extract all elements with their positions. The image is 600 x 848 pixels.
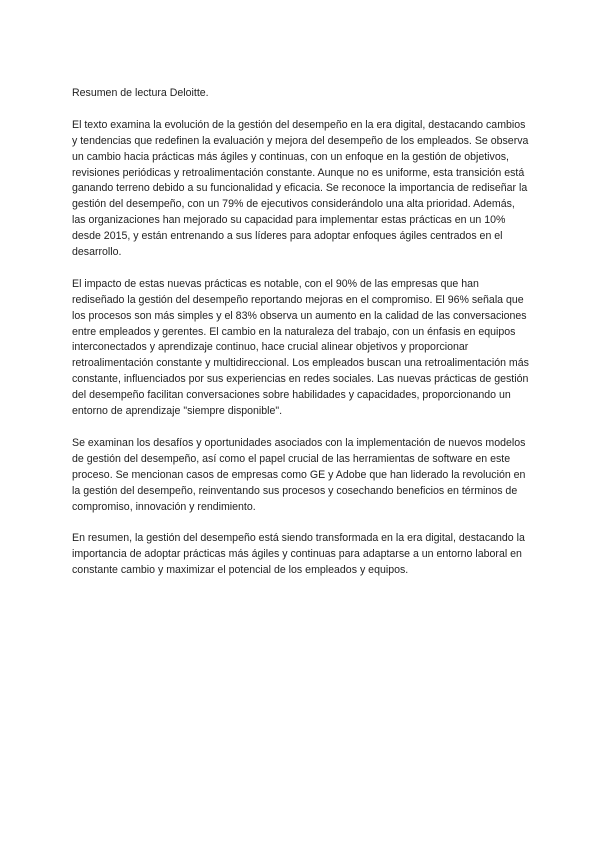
- document-body: [72, 86, 530, 595]
- paragraph-4: En resumen, la gestión del desempeño está siendo transformada en la era digital, destacando la importancia de adoptar prácticas más ágiles y continuas para adaptarse a un entorno laboral en constante cambio y maximizar el potencial de los empleados y equipos.: [72, 532, 525, 577]
- document-title: Resumen de lectura Deloitte.: [72, 87, 209, 99]
- paragraph-1: El texto examina la evolución de la gestión del desempeño en la era digital, destacando cambios y tendencias que redefinen la evaluación y mejora del desempeño de los empleados. Se observa un cambio hacia prácticas más ágiles y continuas, con un enfoque en la gestión de objetivos, revisiones periódicas y retroalimentación constante. Aunque no es uniforme, esta transición está ganando terreno debido a su funcionalidad y eficacia. Se reconoce la importancia de rediseñar la gestión del desempeño, con un 79% de ejecutivos considerándolo una alta prioridad. Además, las organizaciones han mejorado su capacidad para implementar estas prácticas en un 10% desde 2015, y están entrenando a sus líderes para adoptar enfoques ágiles centrados en el desarrollo.: [72, 118, 529, 259]
- paragraph-2: El impacto de estas nuevas prácticas es notable, con el 90% de las empresas que han rediseñado la gestión del desempeño reportando mejoras en el compromiso. El 96% señala que los procesos son más simples y el 83% observa un aumento en la calidad de las conversaciones entre empleados y gerentes. El cambio en la naturaleza del trabajo, con un énfasis en equipos interconectados y aprendizaje continuo, hace crucial alinear objetivos y proporcionar retroalimentación constante y multidireccional. Los empleados buscan una retroalimentación más constante, influenciados por sus experiencias en redes sociales. Las nuevas prácticas de gestión del desempeño facilitan conversaciones sobre habilidades y capacidades, proporcionando un entorno de aprendizaje "siempre disponible".: [72, 277, 529, 418]
- paragraph-3: Se examinan los desafíos y oportunidades asociados con la implementación de nuevos modelos de gestión del desempeño, así como el papel crucial de las herramientas de software en este proceso. Se mencionan casos de empresas como GE y Adobe que han liderado la revolución en la gestión del desempeño, reinventando sus procesos y cosechando beneficios en términos de compromiso, innovación y rendimiento.: [72, 436, 526, 513]
